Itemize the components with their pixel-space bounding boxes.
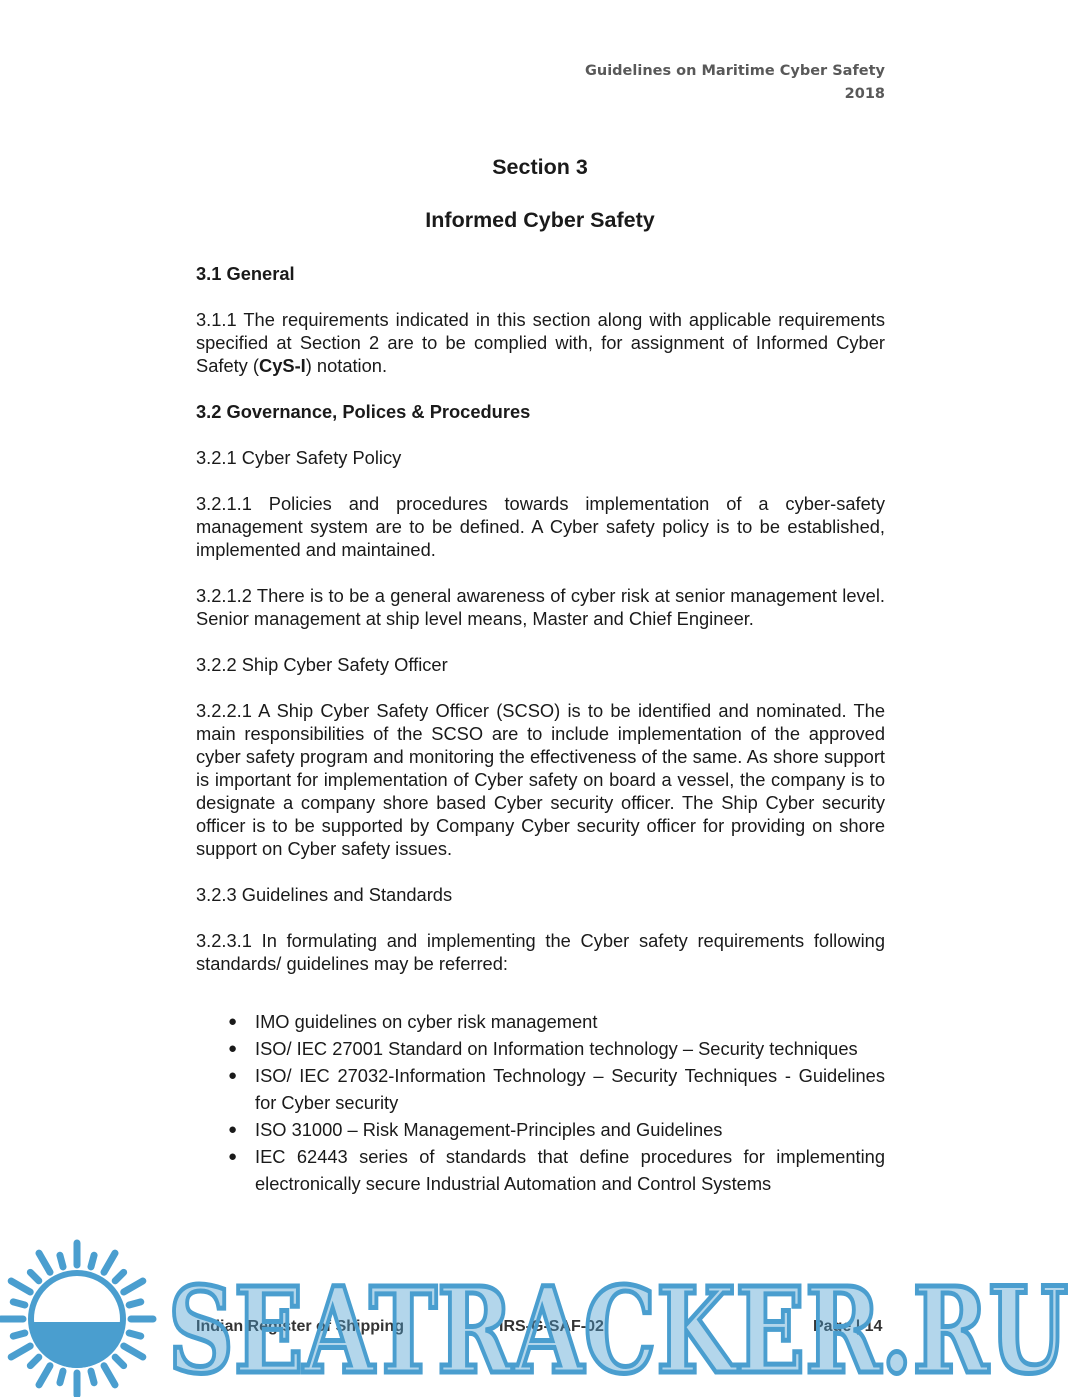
list-item: ● ISO 31000 – Risk Management-Principles and Guidelines (196, 1116, 885, 1143)
heading-3-2: 3.2 Governance, Polices & Procedures (196, 401, 531, 422)
footer-document-code: IRS-G-SAF-02 (499, 1318, 604, 1335)
para-3-1-1: 3.1.1 The requirements indicated in this section along with applicable requirements specified at Section 2 are to be complied with, for assignment of Informed Cyber Safety (CyS-I) notation. (196, 309, 885, 376)
footer-organization: Indian Register of Shipping (196, 1318, 404, 1335)
watermark (0, 1232, 1080, 1397)
list-item: ● ISO/ IEC 27001 Standard on Information technology – Security techniques (196, 1035, 885, 1062)
bullet-icon: ● (228, 1121, 238, 1138)
footer-page (813, 1318, 882, 1336)
running-header (585, 60, 885, 106)
heading-3-2-1: 3.2.1 Cyber Safety Policy (196, 447, 402, 468)
sun-logo-icon (1, 1243, 153, 1395)
bullet-icon: ● (228, 1067, 238, 1084)
sun-ray (11, 1281, 30, 1292)
bullet-icon: ● (228, 1013, 238, 1030)
sun-ray (91, 1255, 94, 1267)
list-item: ● IEC 62443 series of standards that define procedures for implementing electronically secure Industrial Automation and Control Systems (196, 1143, 885, 1197)
sun-ray (115, 1272, 123, 1280)
header-year: 2018 (844, 86, 885, 102)
document-body (196, 262, 885, 1197)
sun-ray (124, 1281, 143, 1292)
sun-ray (115, 1357, 123, 1365)
sun-ray (39, 1253, 50, 1272)
bullet-icon: ● (228, 1148, 238, 1165)
sun-ray (60, 1255, 63, 1267)
standards-list (196, 1008, 885, 1197)
notation-cys-i: CyS-I (259, 355, 306, 376)
sun-ray (30, 1357, 38, 1365)
sun-ray (104, 1253, 115, 1272)
heading-3-2-2: 3.2.2 Ship Cyber Safety Officer (196, 654, 448, 675)
sun-ray (104, 1366, 115, 1385)
header-title: Guidelines on Maritime Cyber Safety (584, 63, 885, 79)
para-3-2-1-2: 3.2.1.2 There is to be a general awareness of cyber risk at senior management level. Senior management at ship level means, Master and Chief Engineer. (196, 585, 885, 629)
sun-ray (129, 1302, 141, 1305)
para-3-2-3-1: 3.2.3.1 In formulating and implementing the Cyber safety requirements following standards/ guidelines may be referred: (196, 930, 885, 974)
sun-ray (11, 1346, 30, 1357)
sun-ray (30, 1272, 38, 1280)
page-number: 14 (864, 1318, 883, 1335)
sun-ray (13, 1333, 25, 1336)
sun-ray (129, 1333, 141, 1336)
list-item: ● IMO guidelines on cyber risk management (196, 1008, 885, 1035)
sun-ray (39, 1366, 50, 1385)
section-number: Section 3 (492, 155, 588, 179)
watermark-text: SEATRACKER.RU (168, 1261, 1068, 1397)
section-title: Informed Cyber Safety (425, 208, 655, 232)
sun-ray (13, 1302, 25, 1305)
para-3-2-2-1: 3.2.2.1 A Ship Cyber Safety Officer (SCSO) is to be identified and nominated. The main responsibilities of the SCSO are to include implementation of the approved cyber safety program and monitoring the effectiveness of the same. As shore support is important for implementation of Cyber safety on board a vessel, the company is to designate a company shore based Cyber security officer. The Ship Cyber security officer is to be supported by Company Cyber security officer for providing on shore support on Cyber safety issues. (196, 700, 885, 859)
sun-ray (124, 1346, 143, 1357)
page-label: Page | (813, 1318, 865, 1335)
heading-3-1: 3.1 General (196, 263, 295, 284)
heading-3-2-3: 3.2.3 Guidelines and Standards (196, 884, 453, 905)
para-3-2-1-1: 3.2.1.1 Policies and procedures towards implementation of a cyber-safety management system are to be defined. A Cyber safety policy is to be established, implemented and maintained. (196, 493, 885, 560)
sun-ray (60, 1371, 63, 1383)
sun-ray (91, 1371, 94, 1383)
list-item: ● ISO/ IEC 27032-Information Technology – Security Techniques - Guidelines for Cyber security (196, 1062, 885, 1116)
bullet-icon: ● (228, 1040, 238, 1057)
